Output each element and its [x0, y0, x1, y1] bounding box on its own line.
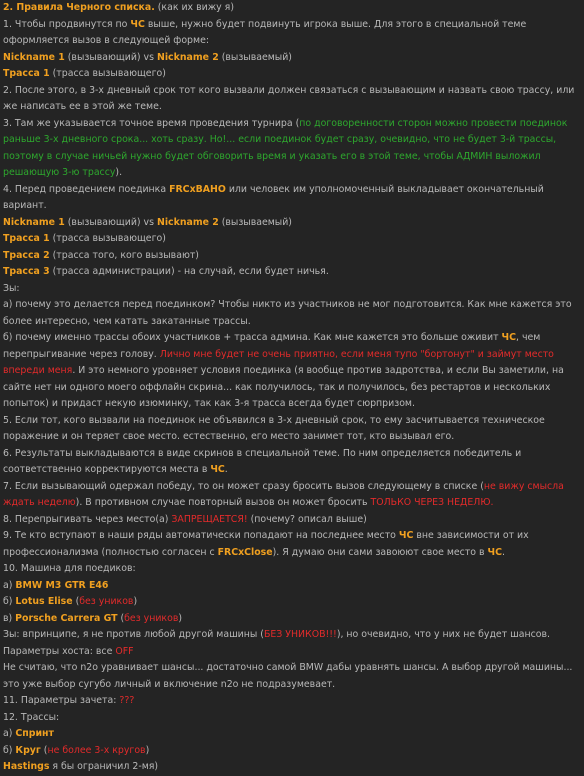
- final-format-line: Nickname 1 (вызывающий) vs Nickname 2 (вызываемый): [3, 216, 292, 228]
- rule-10: 10. Машина для поедиков:: [3, 563, 136, 574]
- final-track-3: Трасса 3 (трасса администрации) - на случай, если будет ничья.: [3, 266, 329, 277]
- car-a: а) BMW M3 GTR E46: [3, 579, 109, 591]
- ps-a: а) почему это делается перед поединком? Чтобы никто из участников не мог подготовится. Как мне кажется это более интересно, чем катать закатанные трассы.: [3, 299, 572, 327]
- challenge-track-line: Трасса 1 (трасса вызывающего): [3, 68, 166, 79]
- rule-12: 12. Трассы:: [3, 711, 60, 723]
- rule-9: 9. Те кто вступают в наши ряды автоматически попадают на последнее место ЧС вне зависимости от их профессионализма (полностью согласен с FRCxClose). Я думаю они сами завоюют свое место в ЧС.: [3, 530, 529, 558]
- challenge-format-line: Nickname 1 (вызывающий) vs Nickname 2 (вызываемый): [3, 51, 292, 63]
- ps-b: б) почему именно трассы обоих участников + трасса админа. Как мне кажется это больше оживит ЧС, чем перепрыгивание через голову. Лично мне будет не очень приятно, если меня тупо "бортонут" и займут место впереди меня. И это немного уровняет условия поединка (я вообще против задротства, и если Вы заметили, на сайте нет ни одного моего оффлайн скрина... как получилось, так и получилось, без рестартов и нескольких попыток) и придаст некую изюминку, так как 3-я трасса всегда будет сюрпризом.: [3, 332, 564, 409]
- track-b: б) Круг (не более 3-х кругов): [3, 744, 150, 756]
- car-c: в) Porsche Carrera GT (без уников): [3, 612, 183, 624]
- rule-6: 6. Результаты выкладываются в виде скринов в специальной теме. По ним определяется победитель и соответственно корректируются места в ЧС.: [3, 447, 522, 475]
- final-track-1: Трасса 1 (трасса вызывающего): [3, 233, 166, 244]
- ps-cars: Зы: впринципе, я не против любой другой машины (БЕЗ УНИКОВ!!!), но очевидно, что у них не будет шансов.: [3, 629, 550, 640]
- rule-11: 11. Параметры зачета: ???: [3, 695, 135, 706]
- rule-5: 5. Если тот, кого вызвали на поединок не объявился в 3-х дневный срок, то ему засчитывается техническое поражение и он теряет свое место. естественно, его место занимет тот, кто вызывал его.: [3, 414, 545, 442]
- rules-heading: 2. Правила Черного списка. (как их вижу я): [3, 2, 234, 13]
- final-track-2: Трасса 2 (трасса того, кого вызывают): [3, 249, 199, 261]
- host-params: Параметры хоста: все OFF: [3, 645, 134, 657]
- ps-label: Зы:: [3, 282, 20, 294]
- rule-7: 7. Если вызывающий одержал победу, то он может сразу бросить вызов следующему в списке (не вижу смысла ждать неделю). В противном случае повторный вызов он может бросить ТОЛЬКО ЧЕРЕЗ НЕДЕЛЮ.: [3, 480, 564, 508]
- car-b: б) Lotus Elise (без уников): [3, 596, 138, 607]
- track-hastings: Hastings я бы ограничил 2-мя): [3, 761, 159, 772]
- rule-8: 8. Перепрыгивать через место(а) ЗАПРЕЩАЕТСЯ! (почему? описал выше): [3, 513, 367, 525]
- rule-1: 1. Чтобы продвинутся по ЧС выше, нужно будет подвинуть игрока выше. Для этого в специальной теме оформляется вызов в следующей форме:: [3, 18, 527, 46]
- rule-2: 2. После этого, в 3-х дневный срок тот кого вызвали должен связаться с вызывающим и назвать свою трассу, или же написать ее в этой же теме.: [3, 84, 575, 112]
- rule-3: 3. Там же указывается точное время проведения турнира (по договоренности сторон можно провести поединок раньше 3-х дневного срока... хоть сразу. Но!... если поединок будет сразу, очевидно, что не будет 3-й трассы, поэтому в случае ничьей нужно будет обговорить время и указать его в этой теме, чтобы АДМИН выложил решающую 3-ю трассу).: [3, 117, 568, 178]
- rule-4: 4. Перед проведением поединка FRCxBAHO или человек им уполномоченный выкладывает окончательный вариант.: [3, 183, 544, 211]
- host-note: Не считаю, что n2o уравнивает шансы... достаточно самой BMW дабы уравнять шансы. А выбор другой машины... это уже выбор сугубо личный и включение n2o не подразумевает.: [3, 662, 573, 690]
- track-a: а) Спринт: [3, 728, 54, 739]
